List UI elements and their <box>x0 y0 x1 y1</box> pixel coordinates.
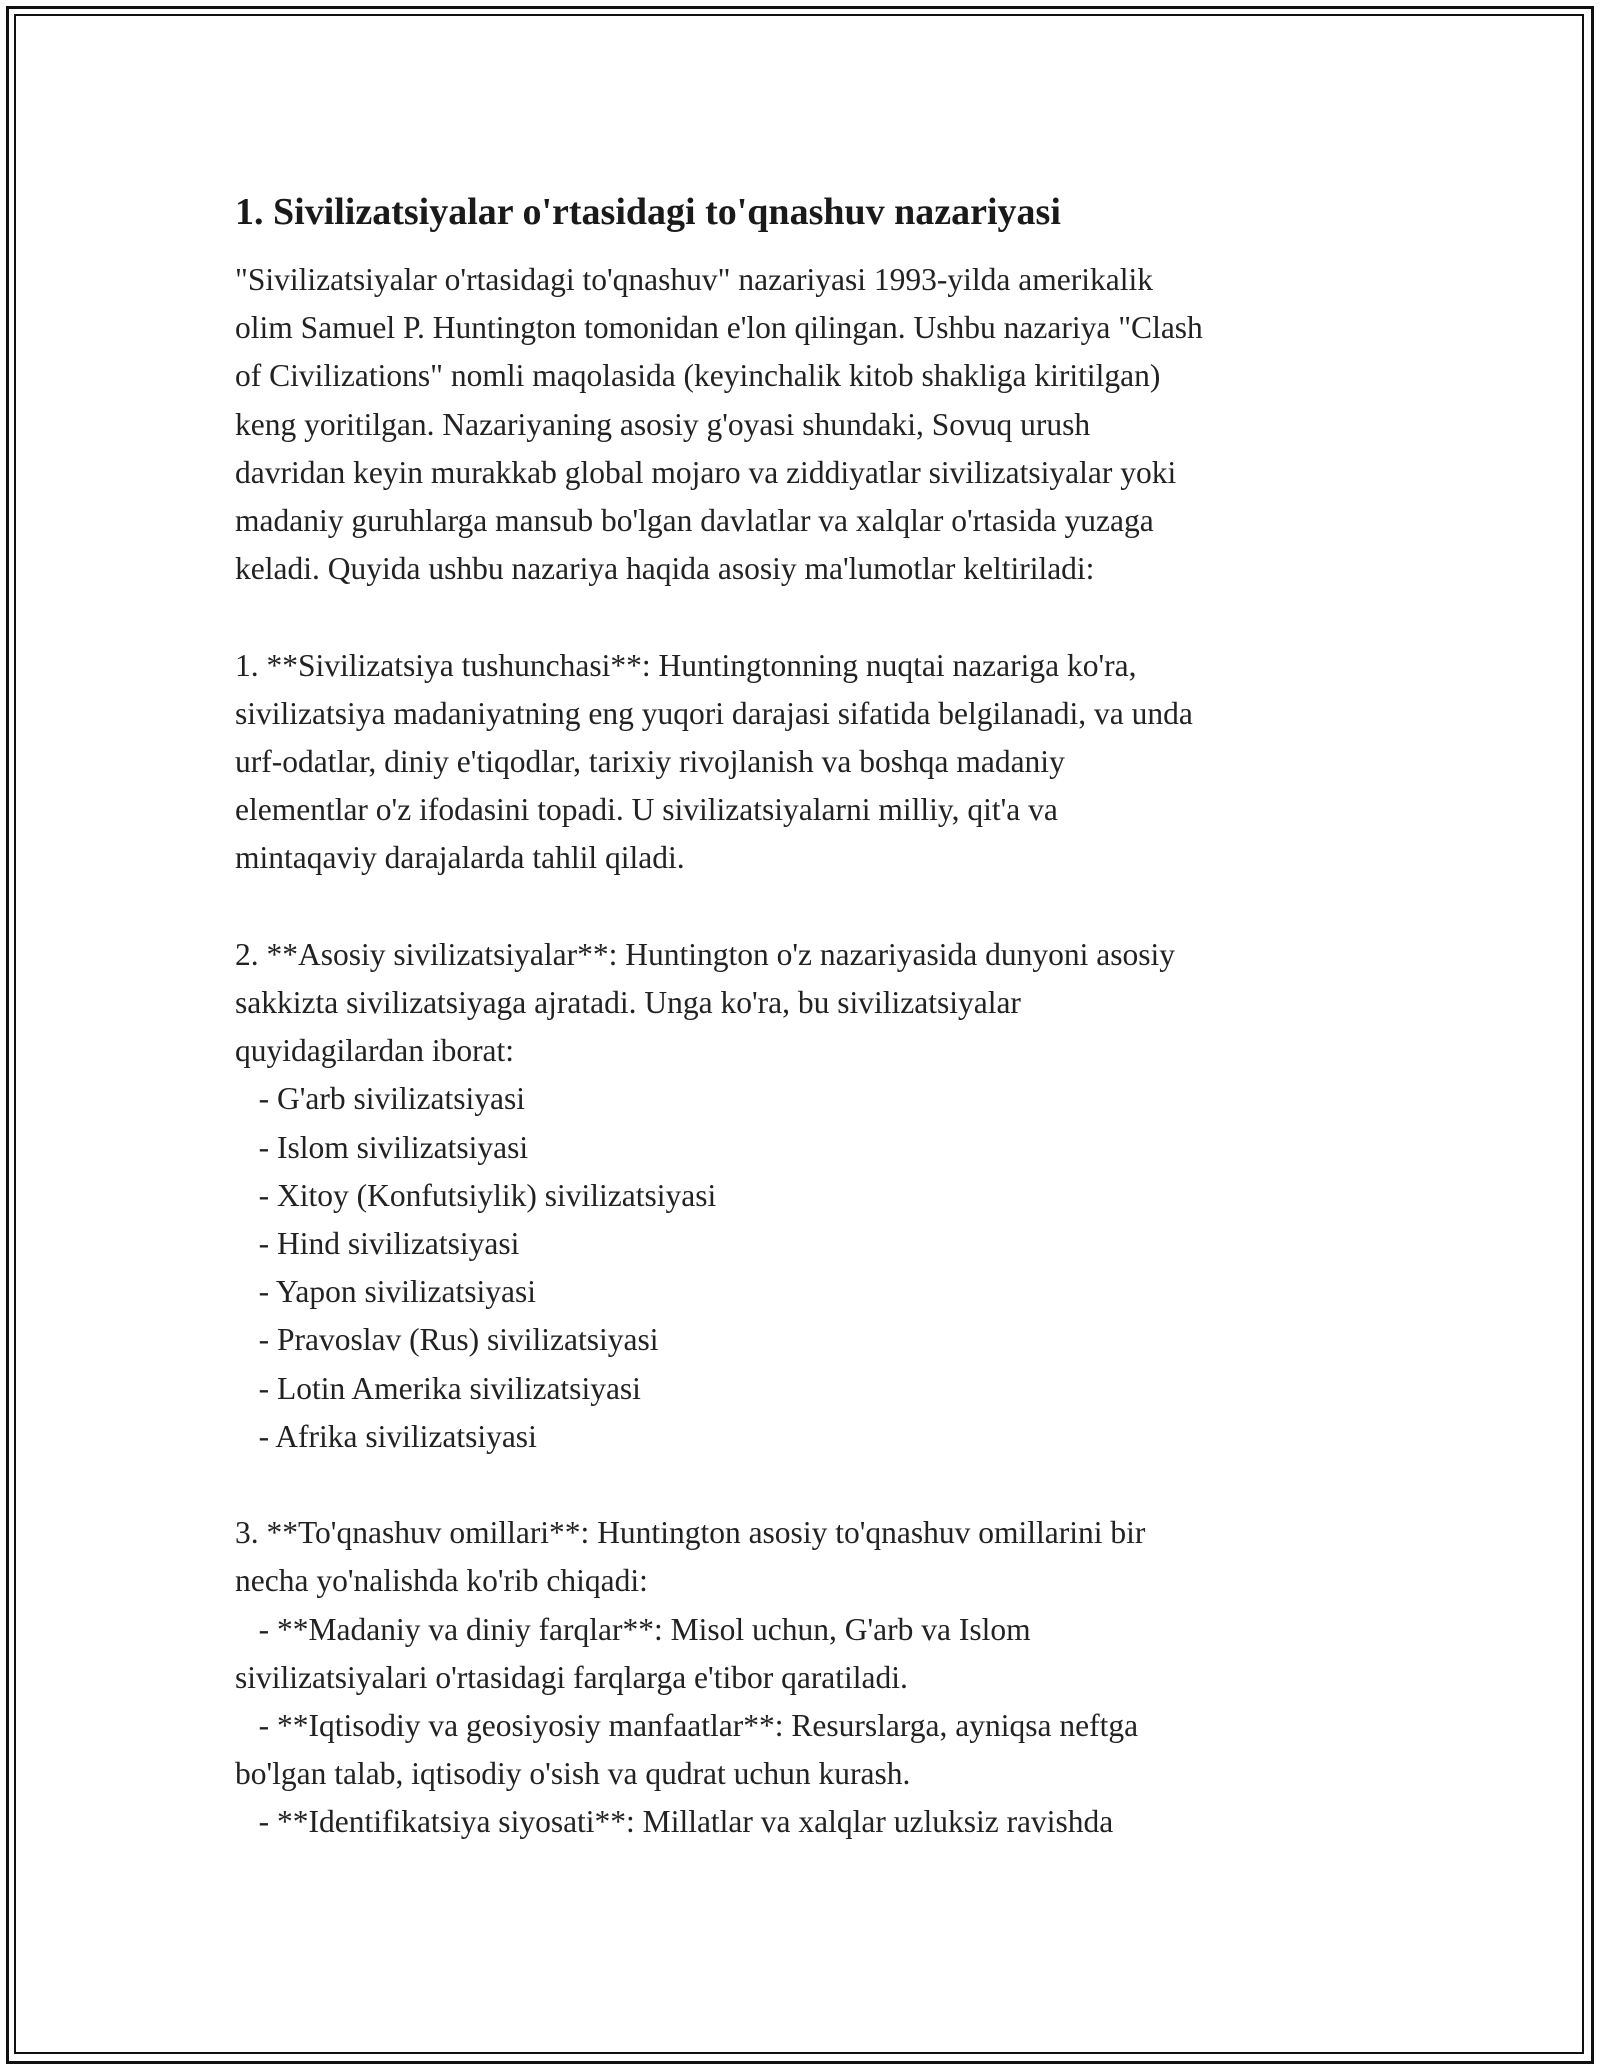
text-line: olim Samuel P. Huntington tomonidan e'lon qilingan. Ushbu nazariya "Clash <box>235 310 1203 346</box>
text-line: mintaqaviy darajalarda tahlil qiladi. <box>235 840 685 876</box>
document-body <box>235 180 1385 1847</box>
text-line: quyidagilardan iborat: <box>235 1033 515 1069</box>
text-line: 2. **Asosiy sivilizatsiyalar**: Huntington o'z nazariyasida dunyoni asosiy <box>235 936 1176 972</box>
text-line: - **Iqtisodiy va geosiyosiy manfaatlar**: Resurslarga, ayniqsa neftga <box>235 1708 1139 1744</box>
text-line: keng yoritilgan. Nazariyaning asosiy g'oyasi shundaki, Sovuq urush <box>235 406 1091 442</box>
text-line: of Civilizations" nomli maqolasida (keyinchalik kitob shakliga kiritilgan) <box>235 358 1161 394</box>
text-line: - Afrika sivilizatsiyasi <box>235 1418 537 1454</box>
document-text <box>235 256 1385 1847</box>
text-line: "Sivilizatsiyalar o'rtasidagi to'qnashuv" nazariyasi 1993-yilda amerikalik <box>235 262 1153 297</box>
text-line <box>235 883 1385 931</box>
text-line: sakkizta sivilizatsiyaga ajratadi. Unga ko'ra, bu sivilizatsiyalar <box>235 985 1021 1021</box>
text-line: - Xitoy (Konfutsiylik) sivilizatsiyasi <box>235 1177 717 1213</box>
text-line: sivilizatsiya madaniyatning eng yuqori darajasi sifatida belgilanadi, va unda <box>235 695 1193 731</box>
text-line: 3. **To'qnashuv omillari**: Huntington asosiy to'qnashuv omillarini bir <box>235 1515 1146 1551</box>
text-line: keladi. Quyida ushbu nazariya haqida asosiy ma'lumotlar keltiriladi: <box>235 551 1095 587</box>
text-line: davridan keyin murakkab global mojaro va ziddiyatlar sivilizatsiyalar yoki <box>235 454 1177 490</box>
text-line <box>235 593 1385 641</box>
text-line <box>235 1461 1385 1509</box>
text-line: urf-odatlar, diniy e'tiqodlar, tarixiy rivojlanish va boshqa madaniy <box>235 744 1065 780</box>
text-line: necha yo'nalishda ko'rib chiqadi: <box>235 1563 648 1599</box>
document-title: 1. Sivilizatsiyalar o'rtasidagi to'qnashuv nazariyasi <box>235 191 1061 233</box>
text-line: - Lotin Amerika sivilizatsiyasi <box>235 1370 641 1406</box>
text-line: bo'lgan talab, iqtisodiy o'sish va qudrat uchun kurash. <box>235 1756 911 1792</box>
text-line: - Yapon sivilizatsiyasi <box>235 1274 537 1310</box>
text-line: - **Identifikatsiya siyosati**: Millatlar va xalqlar uzluksiz ravishda <box>235 1804 1114 1840</box>
text-line: - **Madaniy va diniy farqlar**: Misol uchun, G'arb va Islom <box>235 1611 1031 1647</box>
text-line: - Hind sivilizatsiyasi <box>235 1226 520 1262</box>
text-line: sivilizatsiyalari o'rtasidagi farqlarga e'tibor qaratiladi. <box>235 1659 908 1695</box>
text-line: - G'arb sivilizatsiyasi <box>235 1081 525 1117</box>
text-line: - Islom sivilizatsiyasi <box>235 1129 529 1165</box>
text-line: elementlar o'z ifodasini topadi. U sivilizatsiyalarni milliy, qit'a va <box>235 792 1058 828</box>
text-line: - Pravoslav (Rus) sivilizatsiyasi <box>235 1322 659 1358</box>
text-line: madaniy guruhlarga mansub bo'lgan davlatlar va xalqlar o'rtasida yuzaga <box>235 503 1154 539</box>
text-line: 1. **Sivilizatsiya tushunchasi**: Huntingtonning nuqtai nazariga ko'ra, <box>235 647 1137 683</box>
